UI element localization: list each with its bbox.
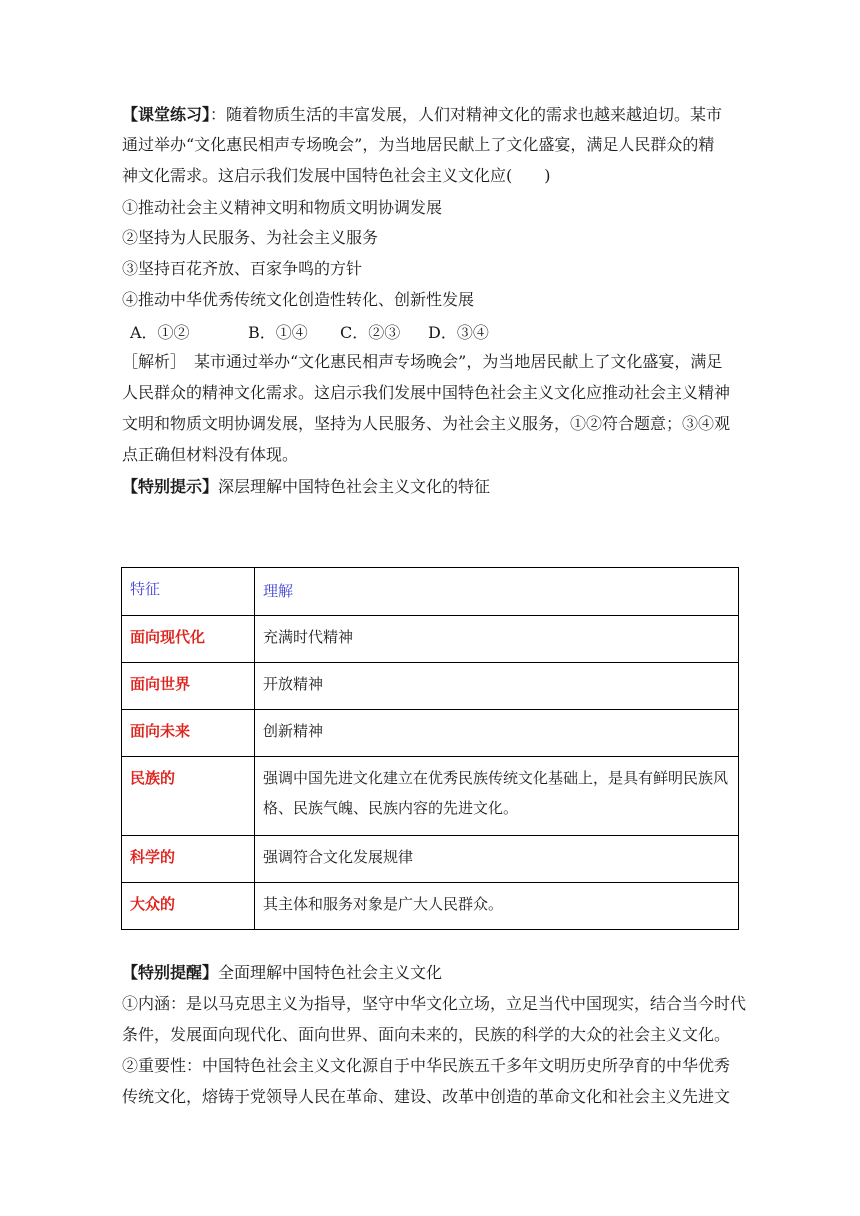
practice-line-3: 神文化需求。这启示我们发展中国特色社会主义文化应( ) <box>122 166 551 185</box>
feature-cell: 面向未来 <box>122 710 255 757</box>
table-row <box>122 616 739 663</box>
header-meaning: 理解 <box>255 568 739 616</box>
tip1-text: 深层理解中国特色社会主义文化的特征 <box>218 477 491 496</box>
feature-cell: 民族的 <box>122 757 255 836</box>
tip2-line <box>122 958 742 989</box>
meaning-cell: 强调中国先进文化建立在优秀民族传统文化基础上，是具有鲜明民族风格、民族气魄、民族内容的先进文化。 <box>255 757 739 836</box>
table-row <box>122 663 739 710</box>
tip2-line-1: ①内涵：是以马克思主义为指导，坚守中华文化立场，立足当代中国现实，结合当今时代 <box>122 994 747 1013</box>
meaning-cell: 其主体和服务对象是广大人民群众。 <box>255 883 739 930</box>
tip2-text: 全面理解中国特色社会主义文化 <box>218 963 443 982</box>
tip2-line-4: 传统文化，熔铸于党领导人民在革命、建设、改革中创造的革命文化和社会主义先进文 <box>122 1087 731 1106</box>
feature-cell: 大众的 <box>122 883 255 930</box>
table-row <box>122 757 739 836</box>
practice-item-2: ②坚持为人民服务、为社会主义服务 <box>122 228 379 247</box>
option-b: B．①④ <box>248 323 308 342</box>
tip1-line <box>122 472 742 503</box>
tip2-tag: 【特别提醒】 <box>122 963 219 982</box>
practice-tag: 【课堂练习】 <box>122 105 211 124</box>
feature-cell: 面向现代化 <box>122 616 255 663</box>
practice-line-1: 【课堂练习】：随着物质生活的丰富发展，人们对精神文化的需求也越来越迫切。某市 <box>122 105 723 124</box>
meaning-cell: 充满时代精神 <box>255 616 739 663</box>
meaning-cell: 创新精神 <box>255 710 739 757</box>
tip1-tag: 【特别提示】 <box>122 477 219 496</box>
meaning-cell: 开放精神 <box>255 663 739 710</box>
meaning-cell: 强调符合文化发展规律 <box>255 836 739 883</box>
option-c: C．②③ <box>340 323 401 342</box>
analysis-line-4: 点正确但材料没有体现。 <box>122 445 299 464</box>
feature-cell: 面向世界 <box>122 663 255 710</box>
tip2-line-2: 条件，发展面向现代化、面向世界、面向未来的，民族的科学的大众的社会主义文化。 <box>122 1025 731 1044</box>
table-header-row <box>122 568 739 616</box>
analysis-line-3: 文明和物质文明协调发展，坚持为人民服务、为社会主义服务，①②符合题意；③④观 <box>122 414 731 433</box>
option-a: A．①② <box>130 323 190 342</box>
table-row <box>122 836 739 883</box>
practice-item-4: ④推动中华优秀传统文化创造性转化、创新性发展 <box>122 290 475 309</box>
answer-options <box>130 318 489 348</box>
analysis-line-1: ［解析］ 某市通过举办“文化惠民相声专场晚会”，为当地居民献上了文化盛宴，满足 <box>122 352 723 371</box>
features-table <box>121 567 739 930</box>
analysis-line-2: 人民群众的精神文化需求。这启示我们发展中国特色社会主义文化应推动社会主义精神 <box>122 383 731 402</box>
option-d: D．③④ <box>428 323 489 342</box>
table-row <box>122 883 739 930</box>
practice-item-1: ①推动社会主义精神文明和物质文明协调发展 <box>122 198 443 217</box>
practice-item-3: ③坚持百花齐放、百家争鸣的方针 <box>122 259 363 278</box>
header-feature: 特征 <box>122 568 255 616</box>
table-row <box>122 710 739 757</box>
tip2-line-3: ②重要性：中国特色社会主义文化源自于中华民族五千多年文明历史所孕育的中华优秀 <box>122 1056 731 1075</box>
feature-cell: 科学的 <box>122 836 255 883</box>
practice-line-2: 通过举办“文化惠民相声专场晚会”，为当地居民献上了文化盛宴，满足人民群众的精 <box>122 135 715 154</box>
